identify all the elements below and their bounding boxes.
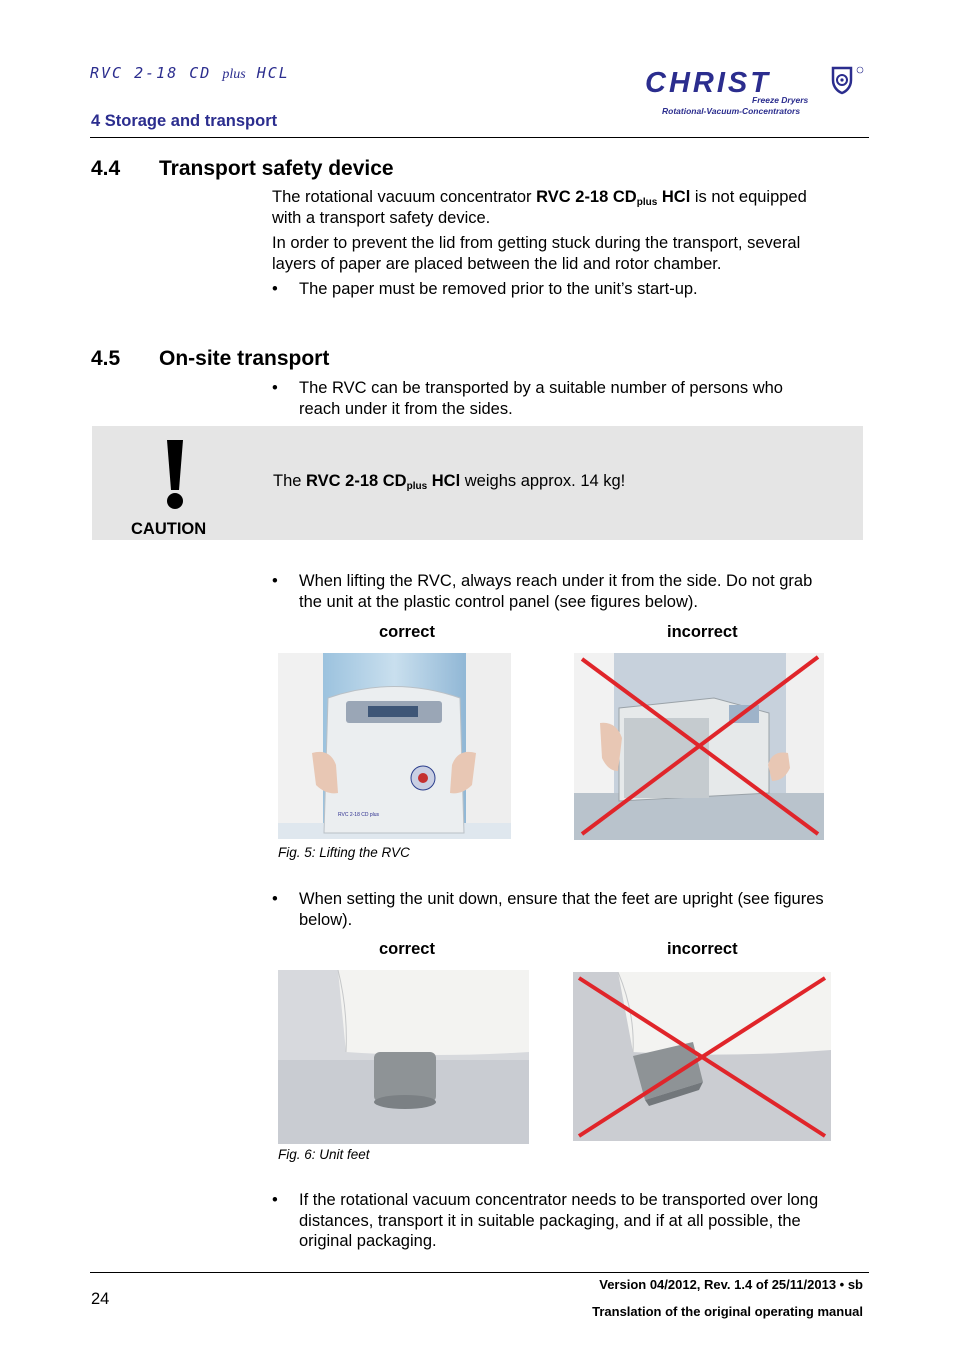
photo-lifting-incorrect	[574, 653, 824, 840]
label-incorrect: incorrect	[667, 940, 738, 958]
footer-divider	[90, 1272, 869, 1273]
logo-emblem-icon	[833, 68, 851, 93]
figure-caption-6: Fig. 6: Unit feet	[278, 1147, 370, 1162]
list-item: • If the rotational vacuum concentrator needs to be transported over long distances, transport it in suitable packaging, and if at all possible, the original packaging.	[272, 1191, 819, 1250]
logo-subtitle-freeze-dryers: Freeze Dryers	[752, 95, 809, 105]
list-item: • The paper must be removed prior to the unit’s start-up.	[272, 280, 698, 298]
svg-text:RVC 2-18 CD plus: RVC 2-18 CD plus	[338, 812, 380, 818]
header-divider	[90, 137, 869, 138]
chapter-title: 4 Storage and transport	[91, 112, 278, 130]
label-incorrect: incorrect	[667, 623, 738, 641]
page-number: 24	[91, 1290, 110, 1308]
photo-lifting-correct	[278, 653, 511, 839]
photo-feet-correct	[278, 970, 529, 1144]
section-number-4-4: 4.4	[91, 157, 121, 180]
label-correct: correct	[379, 940, 435, 958]
section-title-4-4: Transport safety device	[159, 157, 394, 180]
paragraph-4-4-2: In order to prevent the lid from getting stuck during the transport, several layers of paper are placed between the lid and rotor chamber.	[272, 234, 801, 273]
section-title-4-5: On-site transport	[159, 347, 330, 370]
logo-subtitle-rvc: Rotational-Vacuum-Concentrators	[662, 106, 801, 116]
svg-text:CHRIST: CHRIST	[645, 67, 771, 99]
list-item: • When setting the unit down, ensure that the feet are upright (see figures below).	[272, 890, 824, 929]
exclamation-icon	[160, 438, 190, 510]
figure-caption-5: Fig. 5: Lifting the RVC	[278, 845, 410, 860]
footer-version: Version 04/2012, Rev. 1.4 of 25/11/2013 • sb	[599, 1277, 863, 1292]
footer-translation: Translation of the original operating manual	[592, 1304, 863, 1319]
label-correct: correct	[379, 623, 435, 641]
model-title: RVC 2-18 CD plus HCL	[90, 64, 290, 82]
section-number-4-5: 4.5	[91, 347, 121, 370]
caution-label: CAUTION	[131, 520, 207, 538]
paragraph-4-4-1: The rotational vacuum concentrator RVC 2-18 $CD_{plus}$ HCl is not equipped with a transport safety device.	[272, 188, 807, 227]
list-item: • When lifting the RVC, always reach under it from the side. Do not grab the unit at the plastic control panel (see figures below).	[272, 572, 813, 611]
photo-feet-incorrect	[573, 972, 831, 1141]
caution-text: The RVC 2-18 $CD_{plus}$ HCl weighs approx. 14 kg!	[273, 472, 626, 492]
list-item: • The RVC can be transported by a suitable number of persons who reach under it from the sides.	[272, 379, 783, 418]
